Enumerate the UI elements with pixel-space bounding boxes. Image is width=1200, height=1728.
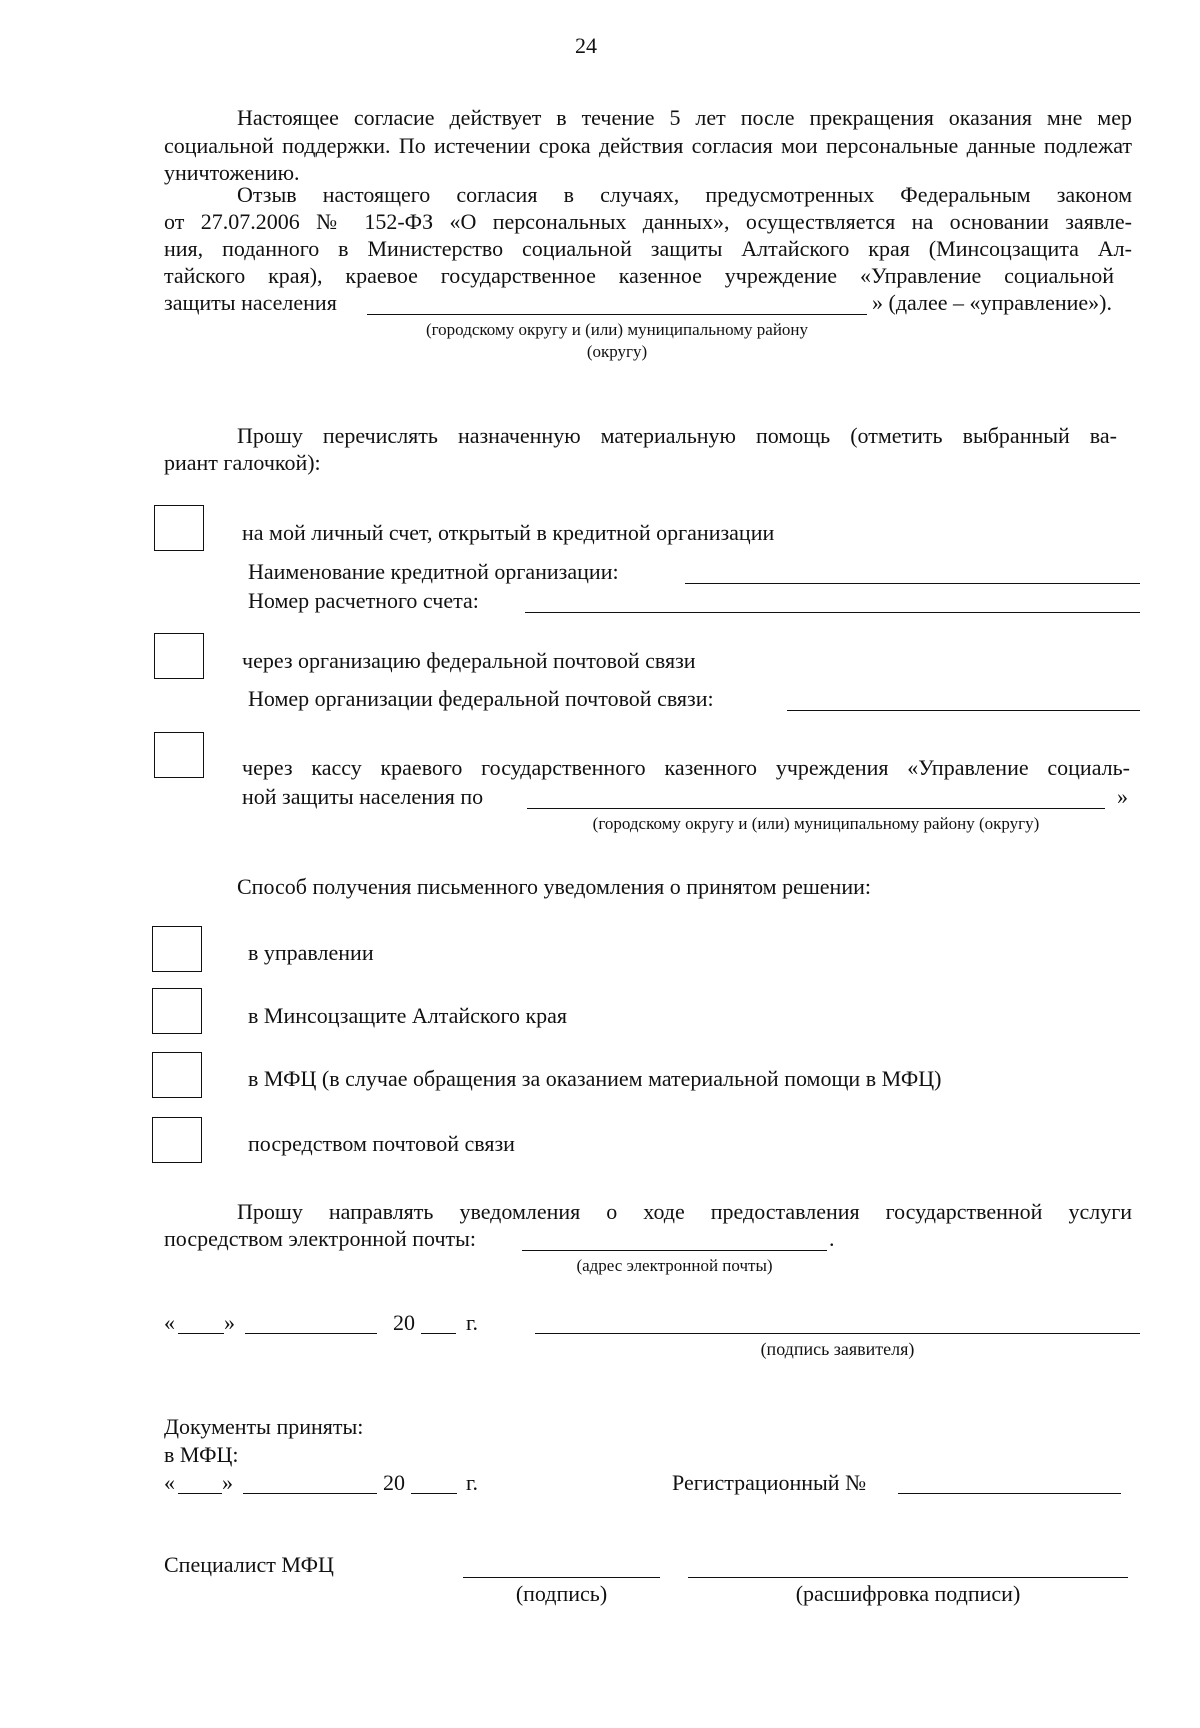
bank-option-checkbox[interactable] [154,505,204,551]
consent-district-caption-1: (городскому округу и (или) муниципальному району [425,320,809,339]
applicant-signature-field[interactable] [535,1333,1140,1334]
reg-number-field[interactable] [898,1493,1121,1494]
consent-district-field[interactable] [367,314,867,315]
payment-request-line-2: риант галочкой): [164,450,321,475]
docs-accepted-label: Документы приняты: [164,1414,364,1439]
account-number-label: Номер расчетного счета: [248,588,479,613]
mfc-specialist-label: Специалист МФЦ [164,1552,334,1577]
accept-day-field[interactable] [178,1493,222,1494]
post-option-label: через организацию федеральной почтовой связи [242,648,696,673]
consent-paragraph-1 [164,104,1132,187]
email-caption: (адрес электронной почты) [576,1256,773,1275]
consent-paragraph-2-line-4: тайского края), краевое государственное казенное учреждение «Управление социальной [164,263,1114,288]
reg-number-label: Регистрационный № [672,1470,867,1495]
sign-month-field[interactable] [245,1333,377,1334]
cash-option-line-1: через кассу краевого государственного казенного учреждения «Управление социаль- [242,755,1130,780]
post-option-checkbox[interactable] [154,633,204,679]
sign-year-prefix: 20 [393,1310,415,1335]
email-field[interactable] [522,1250,827,1251]
post-number-label: Номер организации федеральной почтовой связи: [248,686,714,711]
in-mfc-label: в МФЦ: [164,1442,239,1467]
notify-mfc-checkbox[interactable] [152,1052,202,1098]
specialist-name-field[interactable] [688,1577,1128,1578]
sign-year-field[interactable] [421,1333,456,1334]
applicant-signature-caption: (подпись заявителя) [760,1339,915,1359]
notify-post-checkbox[interactable] [152,1117,202,1163]
sign-year-suffix: г. [466,1310,479,1335]
cash-district-field[interactable] [527,808,1105,809]
email-request-line-2-prefix: посредством электронной почты: [164,1226,477,1251]
post-number-field[interactable] [787,710,1140,711]
consent-paragraph-2-line-3: ния, поданного в Министерство социальной защиты Алтайского края (Минсоцзащита Ал- [164,236,1132,261]
cash-option-checkbox[interactable] [154,732,204,778]
accept-date-quote-open: « [164,1470,175,1495]
consent-paragraph-1-text: Настоящее согласие действует в течение 5 лет после прекращения оказания мне мер социальной поддержки. По истечении срока действия согласия мои персональные данные подлежат уничтожению. [164,105,1132,185]
bank-name-field[interactable] [685,583,1140,584]
notification-heading: Способ получения письменного уведомления о принятом решении: [237,874,871,899]
sign-day-field[interactable] [178,1333,224,1334]
accept-date-quote-close: » [222,1470,233,1495]
consent-district-caption-2: (округу) [586,342,648,361]
notify-in-office-label: в управлении [248,940,374,965]
bank-name-label: Наименование кредитной организации: [248,559,619,584]
cash-district-caption: (городскому округу и (или) муниципальному району (округу) [592,814,1040,833]
accept-year-suffix: г. [466,1470,479,1495]
specialist-signature-field[interactable] [463,1577,660,1578]
accept-month-field[interactable] [243,1493,377,1494]
email-request-line-1: Прошу направлять уведомления о ходе предоставления государственной услуги [237,1199,1132,1224]
notify-ministry-checkbox[interactable] [152,988,202,1034]
specialist-name-caption: (расшифровка подписи) [795,1581,1021,1606]
notify-in-office-checkbox[interactable] [152,926,202,972]
email-request-line-2-suffix: . [829,1226,835,1251]
sign-date-quote-open: « [164,1310,175,1335]
consent-paragraph-2-line-1: Отзыв настоящего согласия в случаях, предусмотренных Федеральным законом [237,182,1132,207]
cash-option-line-2-prefix: ной защиты населения по [242,784,484,809]
account-number-field[interactable] [525,612,1140,613]
page-number: 24 [575,33,597,58]
consent-district-suffix: » (далее – «управление»). [872,290,1113,315]
payment-request-line-1: Прошу перечислять назначенную материальную помощь (отметить выбранный ва- [237,423,1117,448]
specialist-signature-caption: (подпись) [515,1581,608,1606]
consent-paragraph-2-line-2: от 27.07.2006 № 152-ФЗ «О персональных данных», осуществляется на основании заявле- [164,209,1132,234]
notify-mfc-label: в МФЦ (в случае обращения за оказанием материальной помощи в МФЦ) [248,1066,942,1091]
notify-ministry-label: в Минсоцзащите Алтайского края [248,1003,568,1028]
accept-year-prefix: 20 [383,1470,405,1495]
bank-option-label: на мой личный счет, открытый в кредитной организации [242,520,775,545]
consent-district-prefix: защиты населения [164,290,337,315]
notify-post-label: посредством почтовой связи [248,1131,515,1156]
sign-date-quote-close: » [224,1310,235,1335]
accept-year-field[interactable] [411,1493,457,1494]
cash-option-line-2-suffix: » [1117,784,1128,809]
